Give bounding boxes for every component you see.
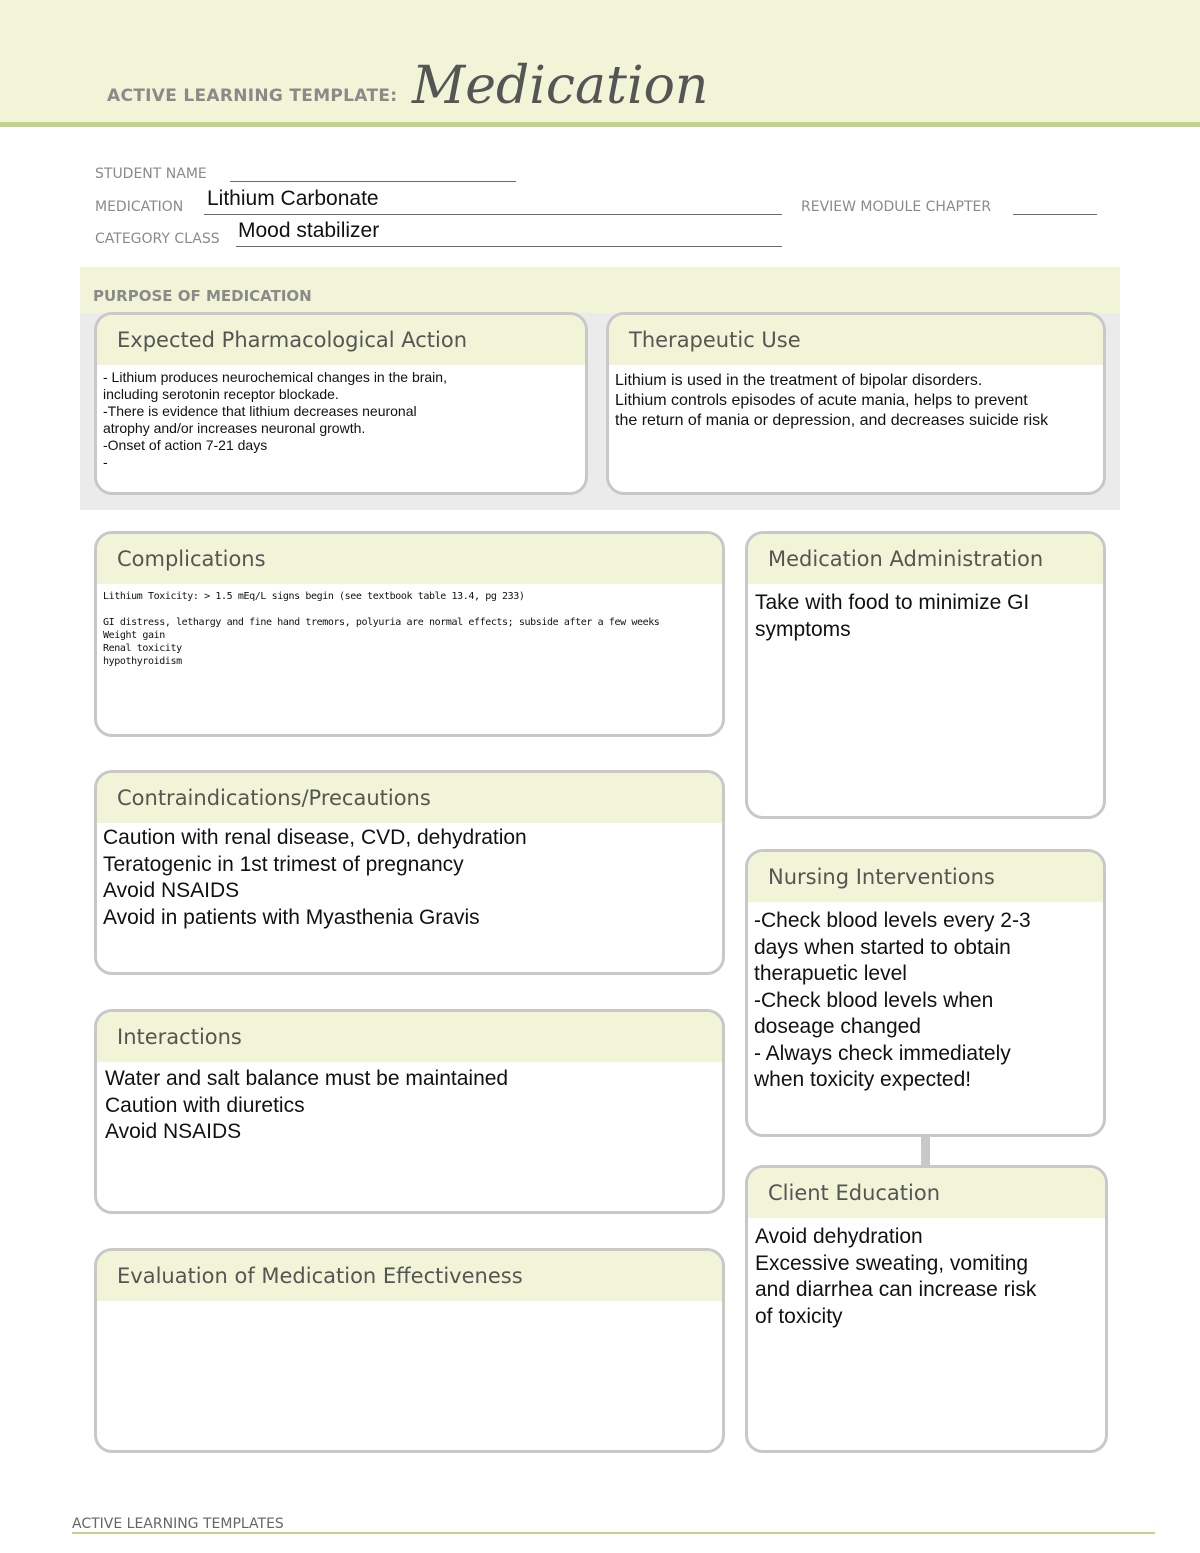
- student-name-label: STUDENT NAME: [95, 166, 207, 182]
- text-line: Avoid NSAIDS: [103, 879, 240, 902]
- review-module-field[interactable]: [1013, 214, 1097, 215]
- client-education-box: [745, 1165, 1108, 1453]
- category-class-label: CATEGORY CLASS: [95, 231, 220, 247]
- purpose-label: PURPOSE OF MEDICATION: [93, 287, 312, 305]
- text-line: therapuetic level: [754, 962, 907, 985]
- text-line: Caution with diuretics: [105, 1093, 305, 1117]
- text-line: Teratogenic in 1st trimest of pregnancy: [103, 852, 464, 876]
- text-line: Lithium Toxicity: > 1.5 mEq/L signs begin (see textbook table 13.4, pg 233): [103, 591, 525, 602]
- complications-text[interactable]: [97, 584, 722, 668]
- text-line: [103, 603, 716, 616]
- footer-text: ACTIVE LEARNING TEMPLATES: [72, 1516, 284, 1532]
- text-line: Avoid NSAIDS: [105, 1120, 242, 1143]
- evaluation-text[interactable]: [97, 1301, 722, 1305]
- review-module-label: REVIEW MODULE CHAPTER: [801, 199, 992, 215]
- box-header: [97, 1012, 722, 1062]
- text-line: Lithium is used in the treatment of bipolar disorders.: [615, 372, 983, 389]
- text-line: Lithium controls episodes of acute mania, helps to prevent: [615, 392, 1028, 409]
- nursing-interventions-text[interactable]: [748, 902, 1103, 1094]
- medication-field-line: [204, 214, 782, 215]
- box-title: Therapeutic Use: [629, 328, 801, 352]
- text-line: -: [103, 454, 108, 470]
- text-line: Weight gain: [103, 630, 165, 641]
- header-divider: [0, 122, 1200, 127]
- nursing-interventions-box: [745, 849, 1106, 1137]
- text-line: Avoid dehydration: [755, 1225, 923, 1248]
- box-header: [609, 315, 1103, 365]
- box-header: [748, 534, 1103, 584]
- box-header: [97, 315, 585, 365]
- contraindications-text[interactable]: [97, 823, 722, 931]
- text-line: -There is evidence that lithium decreases neuronal: [103, 403, 417, 419]
- text-line: days when started to obtain: [754, 935, 1011, 959]
- text-line: the return of mania or depression, and decreases suicide risk: [615, 412, 1049, 429]
- template-label: ACTIVE LEARNING TEMPLATE:: [107, 86, 398, 106]
- text-line: -Check blood levels when: [754, 988, 994, 1012]
- box-title: Interactions: [117, 1025, 242, 1049]
- text-line: doseage changed: [754, 1015, 921, 1038]
- box-title: Expected Pharmacological Action: [117, 328, 468, 352]
- text-line: Renal toxicity: [103, 643, 182, 654]
- connector-bar: [921, 1136, 930, 1166]
- student-name-field[interactable]: [230, 181, 516, 182]
- medication-field[interactable]: Lithium Carbonate: [207, 187, 379, 210]
- category-field-line: [236, 246, 782, 247]
- text-line: when toxicity expected!: [754, 1068, 972, 1091]
- medication-administration-box: [745, 531, 1106, 819]
- medication-administration-text[interactable]: [748, 584, 1103, 643]
- text-line: Take with food to minimize GI: [755, 591, 1030, 614]
- interactions-box: [94, 1009, 725, 1214]
- text-line: Water and salt balance must be maintained: [105, 1067, 509, 1090]
- complications-box: [94, 531, 725, 737]
- text-line: Caution with renal disease, CVD, dehydration: [103, 826, 527, 849]
- box-header: [97, 1251, 722, 1301]
- box-title: Contraindications/Precautions: [117, 786, 431, 810]
- text-line: and diarrhea can increase risk: [755, 1278, 1037, 1301]
- text-line: of toxicity: [755, 1304, 843, 1328]
- therapeutic-use-text[interactable]: [609, 365, 1103, 431]
- interactions-text[interactable]: [97, 1062, 722, 1146]
- evaluation-box: [94, 1248, 725, 1453]
- text-line: atrophy and/or increases neuronal growth.: [103, 420, 366, 436]
- box-title: Evaluation of Medication Effectiveness: [117, 1264, 523, 1288]
- text-line: - Always check immediately: [754, 1041, 1011, 1065]
- text-line: Avoid in patients with Myasthenia Gravis: [103, 905, 480, 929]
- category-class-field[interactable]: Mood stabilizer: [238, 219, 380, 242]
- text-line: - Lithium produces neurochemical changes in the brain,: [103, 369, 447, 385]
- box-title: Client Education: [768, 1181, 941, 1205]
- text-line: -Onset of action 7-21 days: [103, 437, 268, 453]
- therapeutic-use-box: [606, 312, 1106, 495]
- expected-action-box: [94, 312, 588, 495]
- box-title: Nursing Interventions: [768, 865, 995, 889]
- footer-divider: [72, 1532, 1155, 1534]
- box-header: [748, 1168, 1105, 1218]
- box-header: [748, 852, 1103, 902]
- text-line: -Check blood levels every 2-3: [754, 909, 1031, 932]
- box-title: Complications: [117, 547, 266, 571]
- text-line: hypothyroidism: [103, 656, 182, 667]
- text-line: Excessive sweating, vomiting: [755, 1251, 1029, 1275]
- text-line: including serotonin receptor blockade.: [103, 386, 339, 402]
- contraindications-box: [94, 770, 725, 975]
- text-line: symptoms: [755, 617, 851, 641]
- page-title: Medication: [412, 56, 709, 116]
- box-title: Medication Administration: [768, 547, 1044, 571]
- client-education-text[interactable]: [748, 1218, 1105, 1330]
- expected-action-text[interactable]: [97, 365, 585, 471]
- medication-label: MEDICATION: [95, 199, 184, 215]
- box-header: [97, 773, 722, 823]
- box-header: [97, 534, 722, 584]
- text-line: GI distress, lethargy and fine hand tremors, polyuria are normal effects; subside after a few weeks: [103, 617, 660, 628]
